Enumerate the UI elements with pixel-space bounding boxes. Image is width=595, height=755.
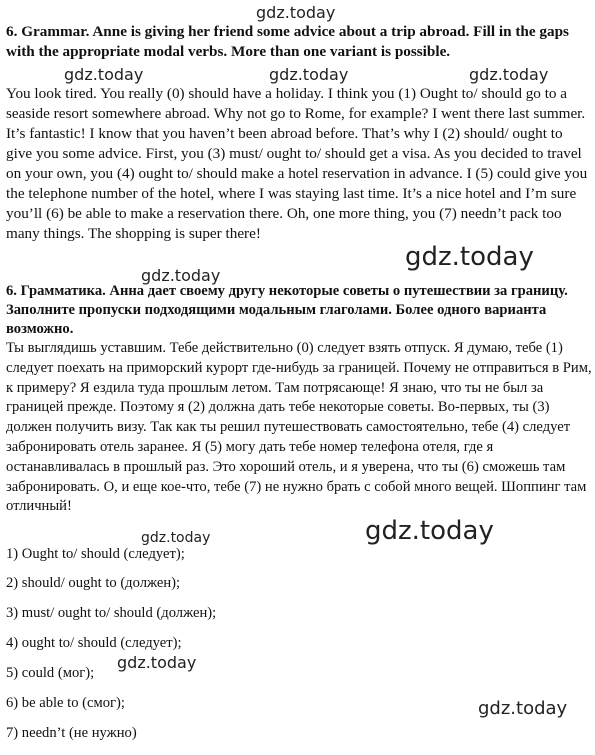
watermark: gdz.today bbox=[269, 65, 349, 84]
exercise-text-russian: Ты выглядишь уставшим. Тебе действительно (0) следует взять отпуск. Я думаю, тебе (1) следует поехать на приморский курорт где-нибудь за границей. Почему не отправиться в Рим, к примеру? Я ездила туда прошлым летом. Там потрясающе! Я знаю, что ты не был за границей прежде. Поэтому я (2) должна дать тебе некоторые советы. Во-первых, ты (3) должен получить визу. Так как ты решил путешествовать самостоятельно, тебе (4) следует забронировать отель заранее. Я (5) могу дать тебе номер телефона отеля, где я останавливалась в прошлый раз. Это хороший отель, и я уверена, что ты (6) сможешь там забронировать. О, и еще кое-что, тебе (7) не нужно брать с собой много вещей. Шоппинг там отличный! bbox=[6, 340, 592, 515]
answer-item-1: 1) Ought to/ should (следует); bbox=[6, 546, 185, 562]
answer-item-3: 3) must/ ought to/ should (должен); bbox=[6, 605, 217, 621]
watermark: gdz.today bbox=[469, 65, 549, 84]
watermark: gdz.today bbox=[141, 266, 221, 285]
watermark: gdz.today bbox=[478, 698, 568, 719]
exercise-title-english: 6. Grammar. Anne is giving her friend some advice about a trip abroad. Fill in the gaps with the appropriate modal verbs. More than one variant is possible. bbox=[6, 23, 569, 60]
answer-item-5: 5) could (мог); bbox=[6, 665, 95, 681]
watermark: gdz.today bbox=[141, 530, 211, 546]
watermark: gdz.today bbox=[117, 653, 197, 672]
exercise-text-english: You look tired. You really (0) should have a holiday. I think you (1) Ought to/ should go to a seaside resort somewhere abroad. Why not go to Rome, for example? I went there last summer. It’s fantastic! I know that you haven’t been abroad before. That’s why I (2) should/ ought to give you some advice. First, you (3) must/ ought to/ should get a visa. As you decided to travel on your own, you (4) ought to/ should make a hotel reservation in advance. I (5) could give you the telephone number of the hotel, where I was staying last time. It’s a nice hotel and I’m sure you’ll (6) be able to make a reservation there. Oh, one more thing, you (7) needn’t pack too many things. The shopping is super there! bbox=[6, 85, 588, 242]
watermark: gdz.today bbox=[256, 3, 336, 22]
watermark: gdz.today bbox=[405, 242, 534, 272]
answer-item-6: 6) be able to (смог); bbox=[6, 695, 125, 711]
answer-item-4: 4) ought to/ should (следует); bbox=[6, 635, 182, 651]
watermark: gdz.today bbox=[64, 65, 144, 84]
answer-item-7: 7) needn’t (не нужно) bbox=[6, 725, 137, 741]
watermark: gdz.today bbox=[365, 516, 494, 546]
answer-item-2: 2) should/ ought to (должен); bbox=[6, 575, 181, 591]
exercise-title-russian: 6. Грамматика. Анна дает своему другу некоторые советы о путешествии за границу. Заполните пропуски подходящими модальным глаголами. Более одного варианта возможно. bbox=[6, 283, 568, 337]
